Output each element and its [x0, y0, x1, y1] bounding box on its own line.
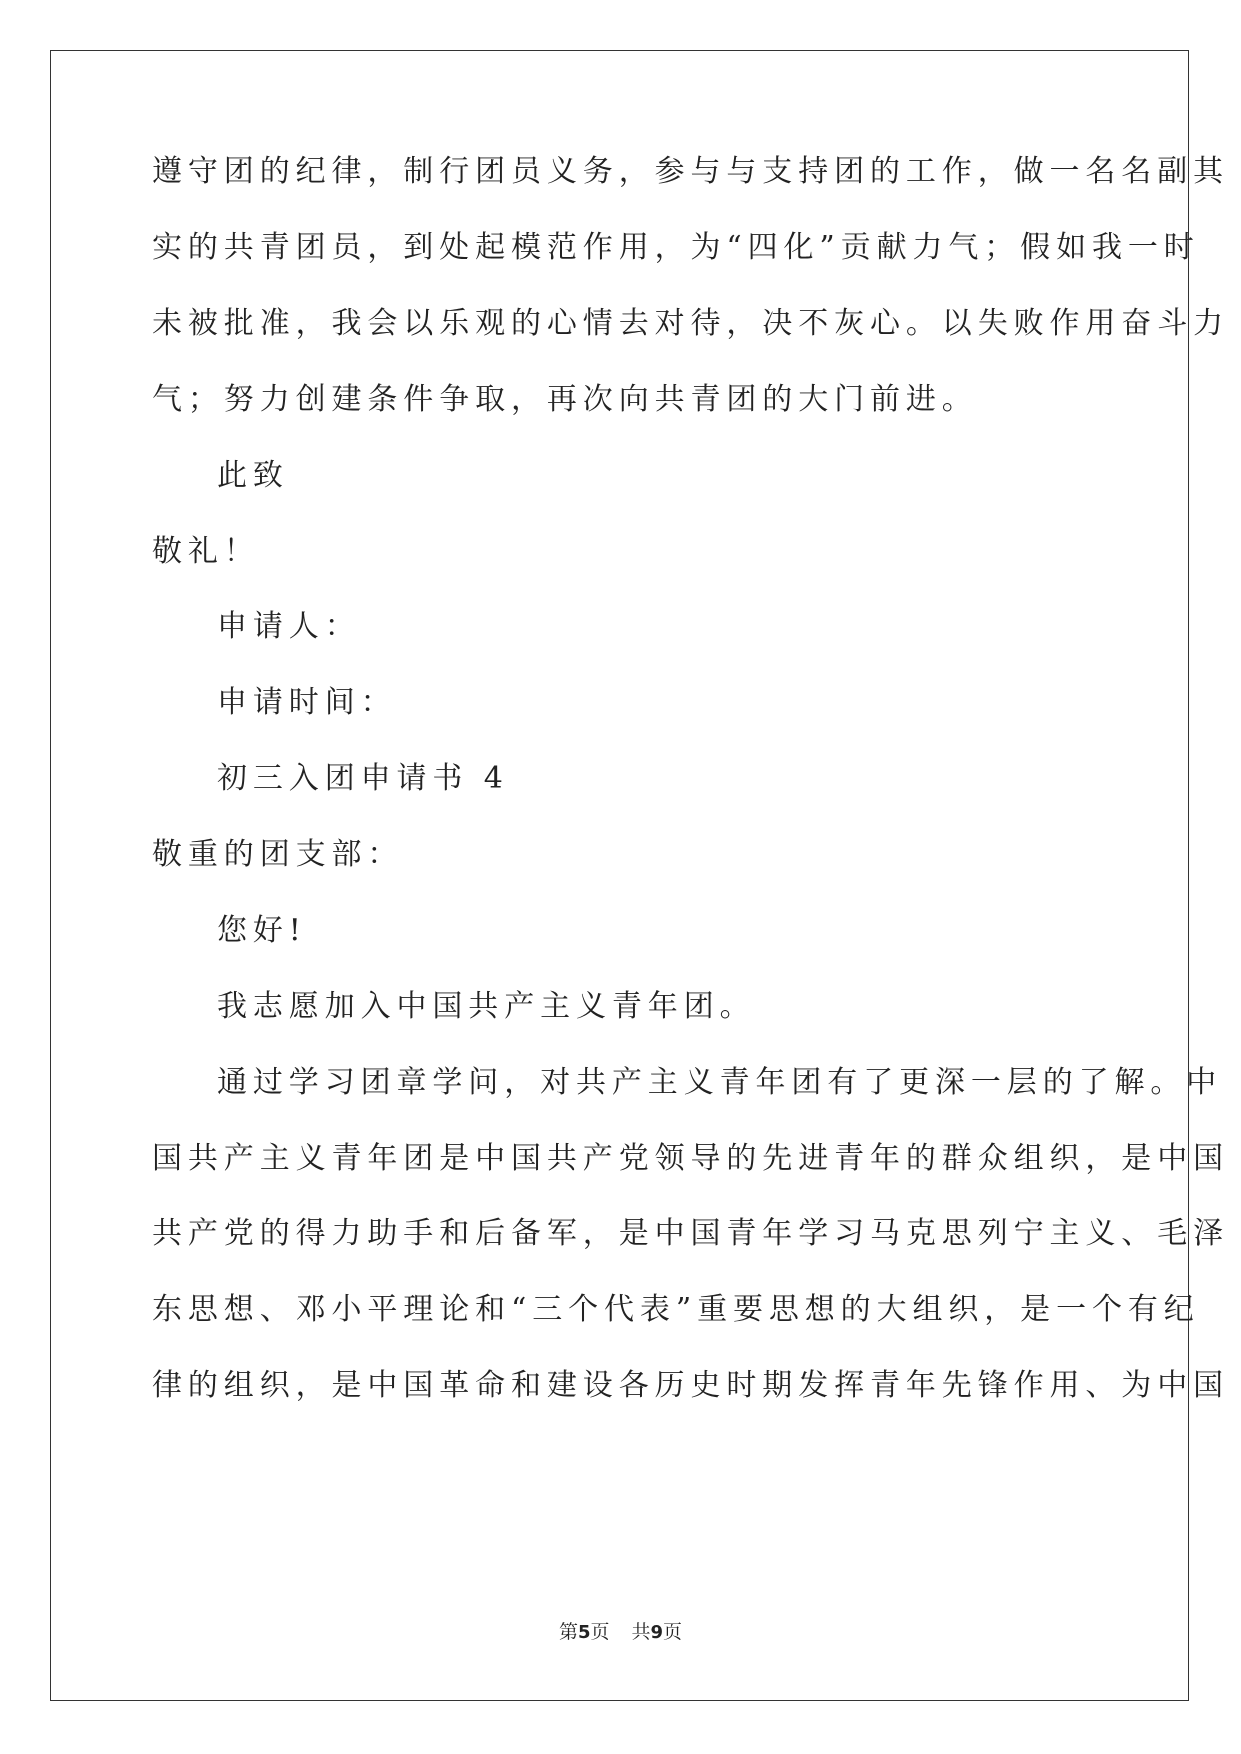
section-title: 初三入团申请书 4 [217, 761, 509, 796]
total-page-number: 9 [650, 1622, 664, 1643]
body-line: 实的共青团员，到处起模范作用，为“四化”贡献力气；假如我一时 [152, 230, 1200, 265]
body-line: 通过学习团章学问，对共产主义青年团有了更深一层的了解。中 [217, 1065, 1223, 1100]
body-line: 遵守团的纪律，制行团员义务，参与与支持团的工作，做一名名副其 [152, 154, 1229, 189]
page-footer [0, 1620, 1241, 1645]
closing-phrase: 此致 [217, 458, 289, 493]
body-line: 东思想、邓小平理论和“三个代表”重要思想的大组织，是一个有纪 [152, 1292, 1200, 1327]
salutation-closing: 敬礼！ [152, 534, 260, 569]
total-suffix: 页 [663, 1621, 683, 1643]
body-line: 未被批准，我会以乐观的心情去对待，决不灰心。以失败作用奋斗力 [152, 306, 1229, 341]
body-line: 律的组织，是中国革命和建设各历史时期发挥青年先锋作用、为中国 [152, 1368, 1229, 1403]
greeting-recipient: 敬重的团支部： [152, 837, 404, 872]
body-line: 我志愿加入中国共产主义青年团。 [217, 989, 756, 1024]
page-border [50, 50, 1189, 1701]
page-suffix: 页 [590, 1621, 610, 1643]
body-line: 国共产主义青年团是中国共产党领导的先进青年的群众组织，是中国 [152, 1141, 1229, 1176]
applicant-label: 申请人： [217, 609, 361, 644]
current-page-number: 5 [577, 1622, 591, 1643]
body-line: 气；努力创建条件争取，再次向共青团的大门前进。 [152, 382, 978, 417]
total-prefix: 共 [631, 1621, 651, 1643]
page-prefix: 第 [558, 1621, 578, 1643]
body-line: 共产党的得力助手和后备军，是中国青年学习马克思列宁主义、毛泽 [152, 1216, 1229, 1251]
greeting: 您好! [217, 913, 307, 948]
application-date-label: 申请时间： [217, 685, 397, 720]
